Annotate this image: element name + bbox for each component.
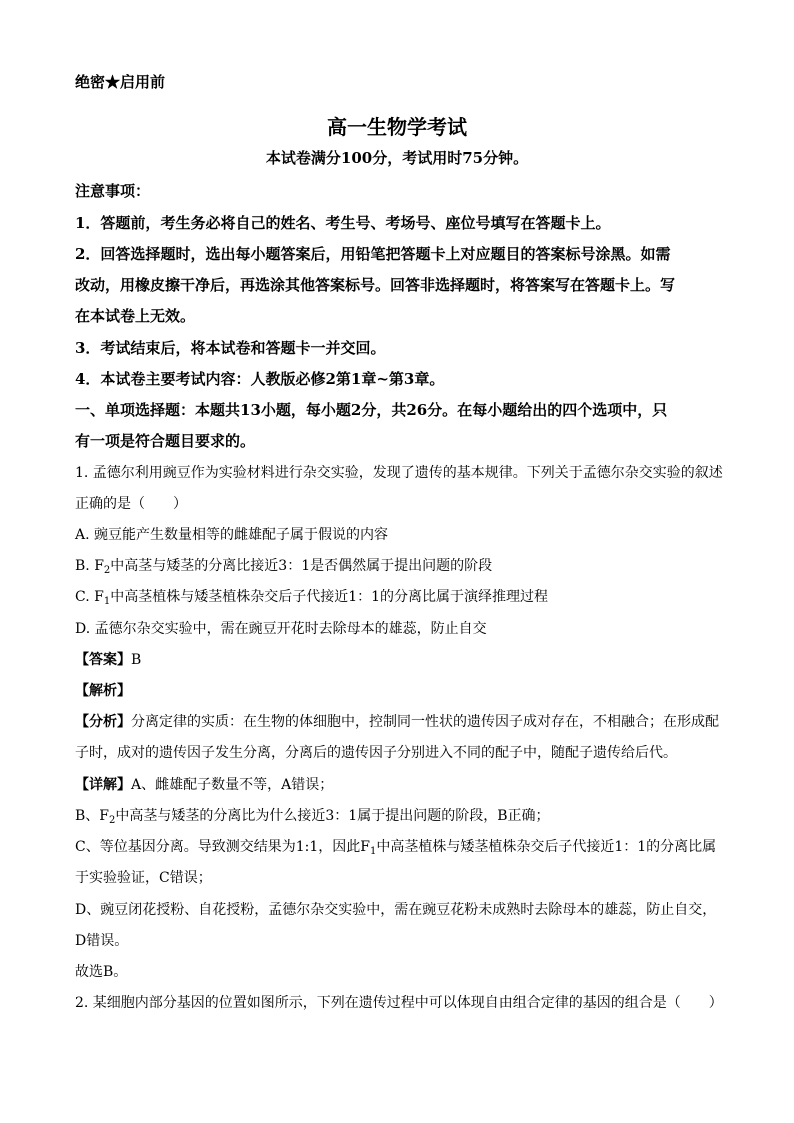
q1-answer: [75, 650, 141, 670]
conclusion: 故选B。: [75, 964, 128, 980]
notice-item-3: 3．考试结束后，将本试卷和答题卡一并交回。: [75, 339, 386, 357]
q1-option-b: B. $F_2$中高茎与矮茎的分离比接近3：1是否偶然属于提出问题的阶段: [75, 558, 493, 576]
notice-item-2-line-3: 在本试卷上无效。: [75, 307, 196, 325]
answer-tag: 【答案】: [75, 652, 131, 668]
notice-item-1: 1．答题前，考生务必将自己的姓名、考生号、考场号、座位号填写在答题卡上。: [75, 214, 611, 232]
analysis-tag: 【解析】: [75, 683, 131, 699]
fenxi-line-1: 【分析】分离定律的实质：在生物的体细胞中，控制同一性状的遗传因子成对存在，不相融合；在形成配: [75, 714, 719, 730]
xiangjie-line-d-1: D、豌豆闭花授粉、自花授粉，孟德尔杂交实验中，需在豌豆花粉未成熟时去除母本的雄蕊，防止自交，: [75, 902, 717, 918]
notice-item-2-line-2: 改动，用橡皮擦干净后，再选涂其他答案标号。回答非选择题时，将答案写在答题卡上。写: [75, 276, 676, 294]
answer-value: B: [131, 652, 142, 668]
q1-stem-line-1: 1. 孟德尔利用豌豆作为实验材料进行杂交实验，发现了遗传的基本规律。下列关于孟德尔杂交实验的叙述: [75, 465, 723, 481]
q1-option-a: A. 豌豆能产生数量相等的雌雄配子属于假说的内容: [75, 527, 389, 543]
xiangjie-line-a: 【详解】A、雌雄配子数量不等，A错误；: [75, 777, 334, 793]
xiangjie-line-c-2: 于实验验证，C错误；: [75, 870, 212, 886]
q1-option-d: D. 孟德尔杂交实验中，需在豌豆开花时去除母本的雄蕊，防止自交: [75, 621, 487, 637]
q1-stem-line-2: 正确的是（ ）: [75, 496, 187, 512]
q2-stem: 2. 某细胞内部分基因的位置如图所示，下列在遗传过程中可以体现自由组合定律的基因的组合是（ ）: [75, 995, 723, 1011]
page-title: 高一生物学考试: [327, 115, 467, 139]
fenxi-line-2: 子时，成对的遗传因子发生分离，分离后的遗传因子分别进入不同的配子中，随配子遗传给后代。: [75, 745, 677, 761]
section-heading-line-2: 有一项是符合题目要求的。: [75, 432, 256, 450]
page-subtitle: 本试卷满分100分，考试用时75分钟。: [265, 149, 529, 167]
q1-option-c: C. $F_1$中高茎植株与矮茎植株杂交后子代接近1：1的分离比属于演绎推理过程: [75, 589, 549, 607]
notice-heading: 注意事项：: [75, 182, 151, 200]
secret-label: 绝密★启用前: [75, 73, 166, 91]
notice-item-2-line-1: 2．回答选择题时，选出每小题答案后，用铅笔把答题卡上对应题目的答案标号涂黑。如需: [75, 245, 671, 263]
notice-item-4: 4．本试卷主要考试内容：人教版必修2第1章~第3章。: [75, 370, 445, 388]
section-heading-line-1: 一、单项选择题：本题共13小题，每小题2分，共26分。在每小题给出的四个选项中，只: [75, 401, 668, 419]
xiangjie-line-b: B、$F_2$中高茎与矮茎的分离比为什么接近3：1属于提出问题的阶段，B正确；: [75, 808, 550, 826]
xiangjie-line-c-1: C、等位基因分离。导致测交结果为1:1，因此$F_1$中高茎植株与矮茎植株杂交后子代接近1：1的分离比属: [75, 839, 717, 857]
xiangjie-line-d-2: D错误。: [75, 933, 129, 949]
